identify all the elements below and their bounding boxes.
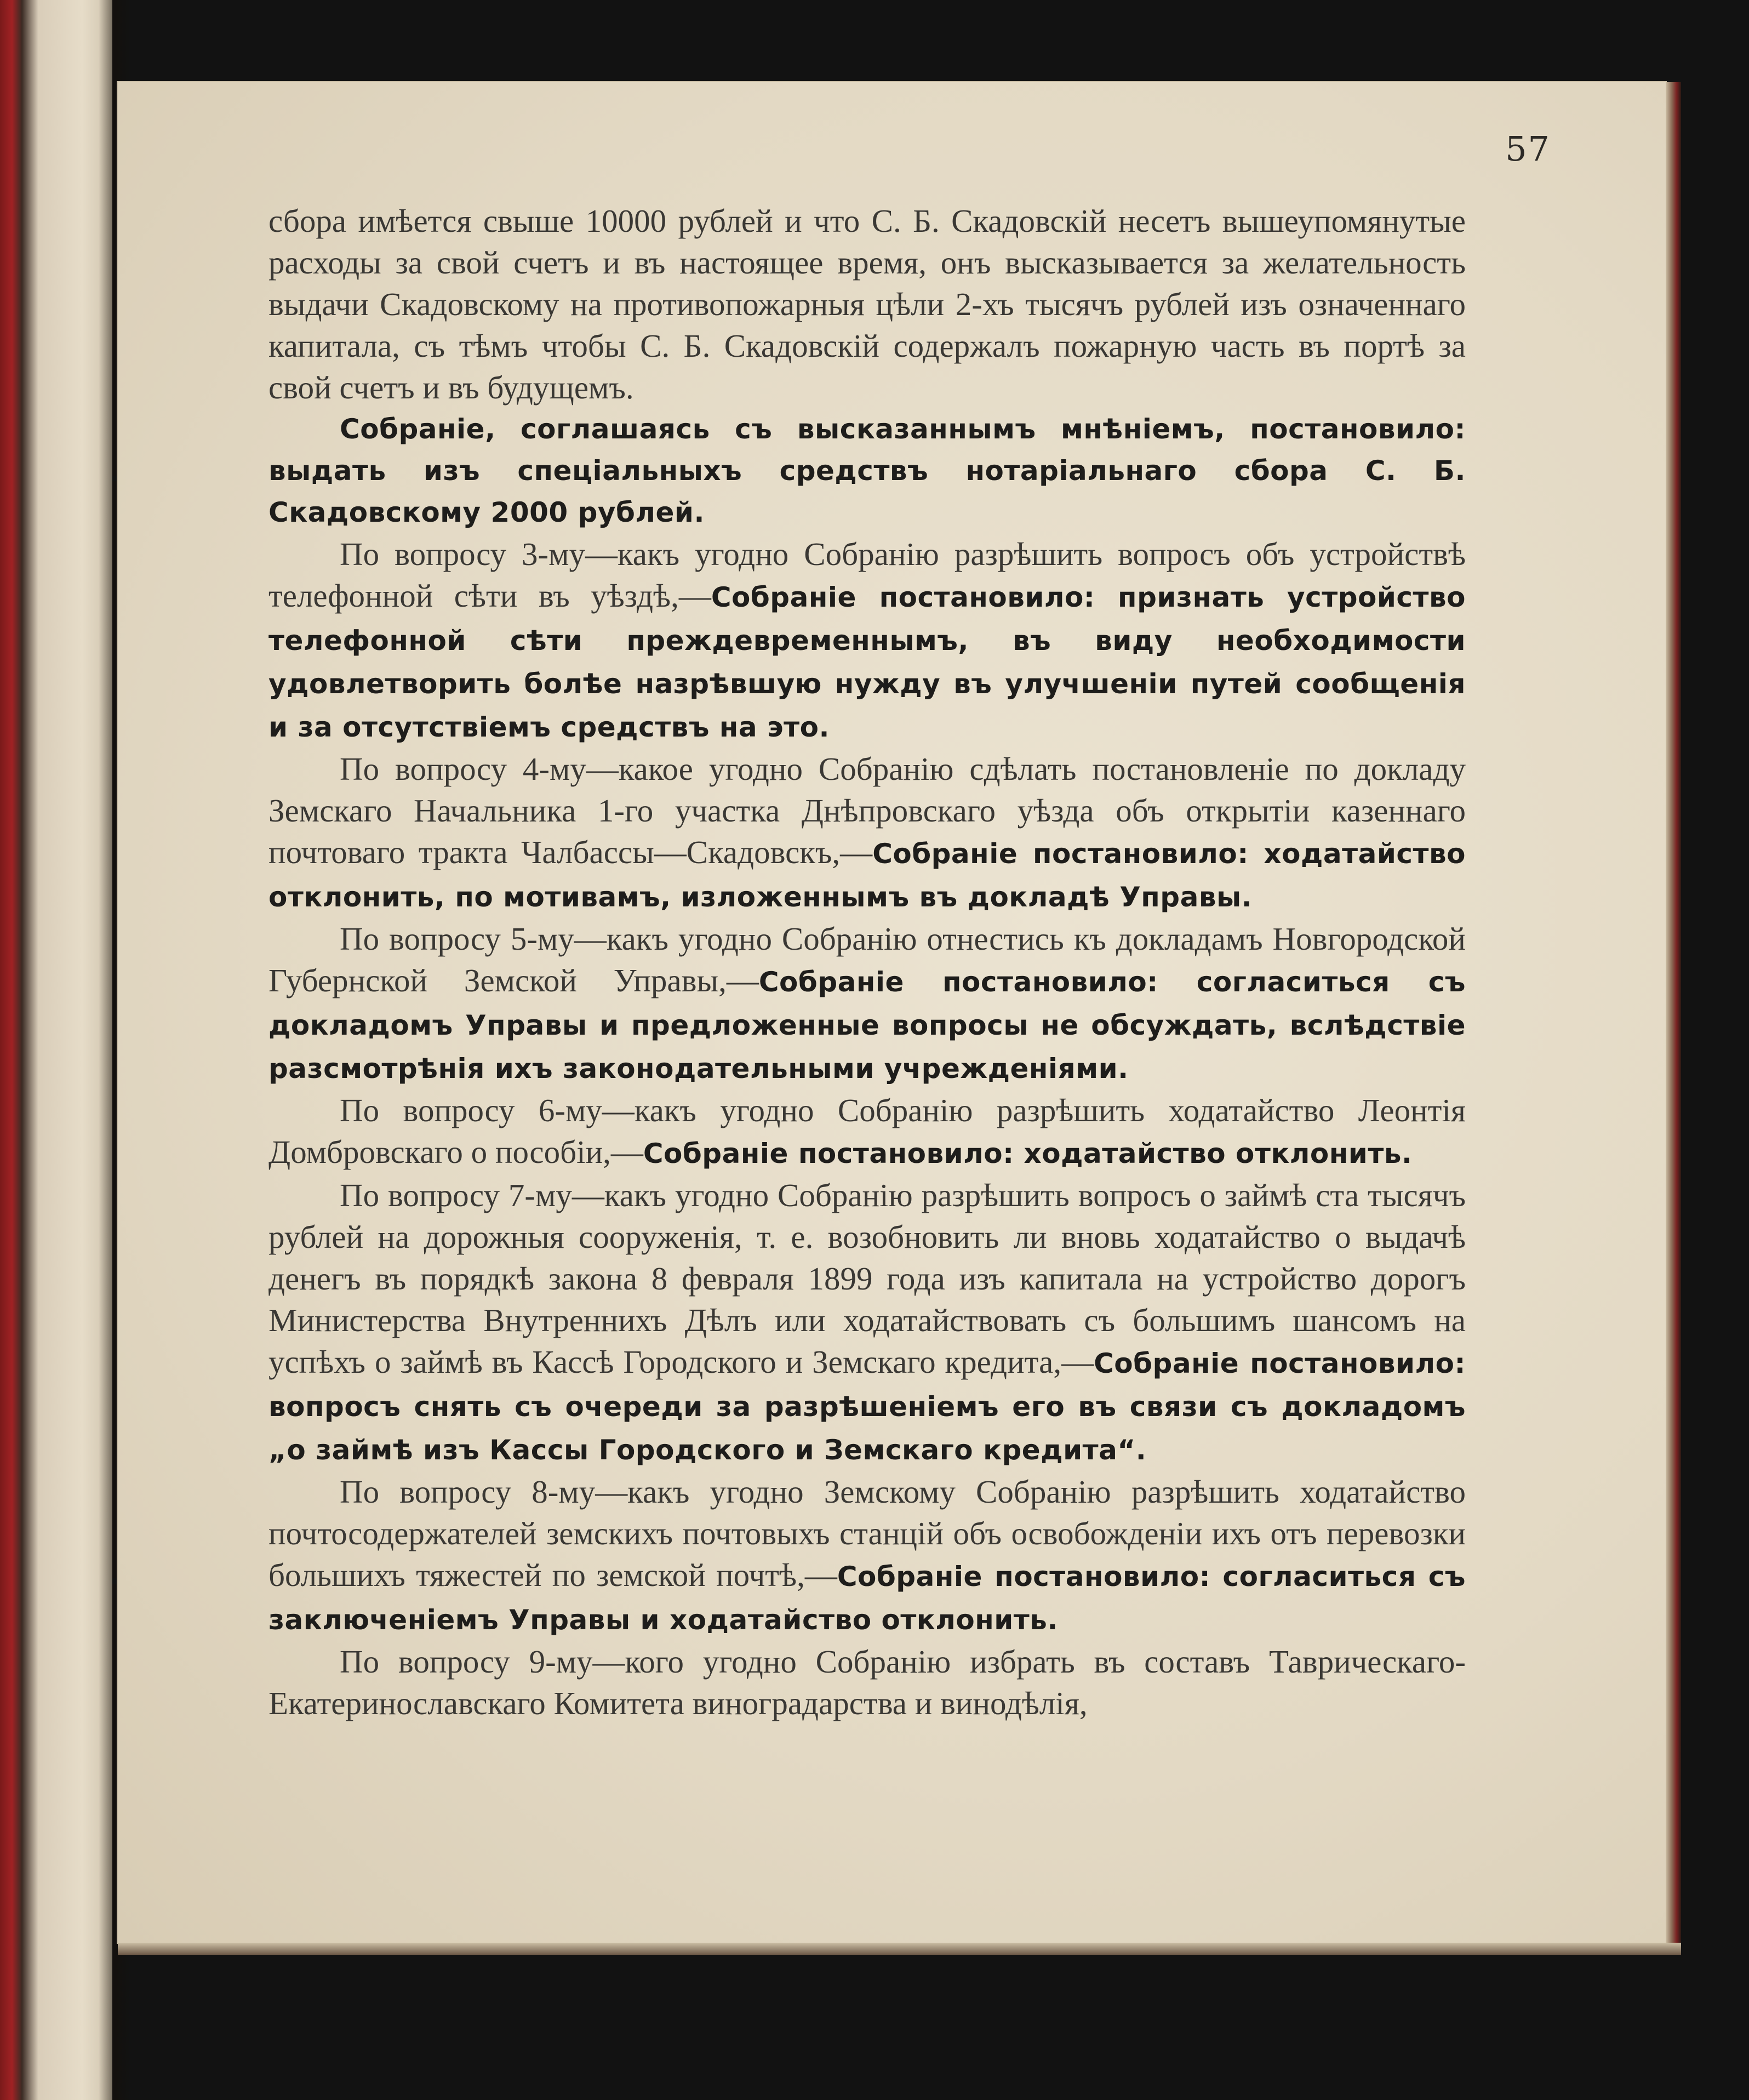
page-number: 57 bbox=[1505, 129, 1551, 169]
paragraph-question-6 bbox=[268, 1089, 1466, 1174]
paragraph-question-3 bbox=[268, 533, 1466, 748]
paragraph-question-7 bbox=[268, 1174, 1466, 1471]
paragraph-text: По вопросу 6-му—какъ угодно Собранію разрѣшить ходатайство Леонтія Домбровскаго о пособіи,— bbox=[268, 1092, 1466, 1170]
book-page bbox=[118, 82, 1666, 1943]
page-edge-bottom bbox=[118, 1943, 1681, 1955]
resolution-text: Собраніе постановило: согласиться съ заключеніемъ Управы и ходатайство отклонить. bbox=[268, 1561, 1466, 1636]
paragraph-text: сбора имѣется свыше 10000 рублей и что С. Б. Скадовскій несетъ вышеупомянутые расходы за свой счетъ и въ настоящее время, онъ высказывается за желательность выдачи Скадовскому на противопожарныя цѣли 2-хъ тысячъ рублей изъ означеннаго капитала, съ тѣмъ чтобы С. Б. Скадовскій содержалъ пожарную часть въ портѣ за свой счетъ и въ будущемъ. bbox=[268, 203, 1466, 406]
resolution-text: Собраніе постановило: ходатайство отклонить, по мотивамъ, изложеннымъ въ докладѣ Управы. bbox=[268, 838, 1466, 913]
resolution-text: Собраніе постановило: согласиться съ докладомъ Управы и предложенные вопросы не обсуждать, вслѣдствіе разсмотрѣнія ихъ законодательными учрежденіями. bbox=[268, 966, 1466, 1085]
resolution-text: Собраніе постановило: ходатайство отклонить. bbox=[643, 1138, 1413, 1169]
resolution-text: Собраніе постановило: признать устройство телефонной сѣти преждевременнымъ, въ виду необходимости удовлетворить болѣе назрѣвшую нужду въ улучшеніи путей сообщенія и за отсутствіемъ средствъ на это. bbox=[268, 581, 1466, 743]
paragraph-text: По вопросу 8-му—какъ угодно Земскому Собранію разрѣшить ходатайство почтосодержателей земскихъ почтовыхъ станцій объ освобожденіи ихъ отъ перевозки большихъ тяжестей по земской почтѣ,— bbox=[268, 1474, 1466, 1593]
paragraph-text: По вопросу 9-му—кого угодно Собранію избрать въ составъ Таврическаго-Екатеринославскаго Комитета виноградарства и винодѣлія, bbox=[268, 1644, 1466, 1721]
resolution-text: Собраніе постановило: вопросъ снять съ очереди за разрѣшеніемъ его въ связи съ докладомъ „о займѣ изъ Кассы Городского и Земскаго кредита“. bbox=[268, 1348, 1466, 1466]
left-page-edge bbox=[0, 0, 112, 2100]
paragraph-text: По вопросу 7-му—какъ угодно Собранію разрѣшить вопросъ о займѣ ста тысячъ рублей на дорожныя сооруженія, т. е. возобновить ли вновь ходатайство о выдачѣ денегъ въ порядкѣ закона 8 февраля 1899 года изъ капитала на устройство дорогъ Министерства Внутреннихъ Дѣлъ или ходатайствовать съ большимъ шансомъ на успѣхъ о займѣ въ Кассѣ Городского и Земскаго кредита,— bbox=[268, 1177, 1466, 1380]
paragraph-text: По вопросу 5-му—какъ угодно Собранію отнестись къ докладамъ Новгородской Губернской Земской Управы,— bbox=[268, 921, 1466, 998]
paragraph-text: По вопросу 4-му—какое угодно Собранію сдѣлать постановленіе по докладу Земскаго Начальника 1-го участка Днѣпровскаго уѣзда объ открытіи казеннаго почтоваго тракта Чалбассы—Скадовскъ,— bbox=[268, 751, 1466, 870]
paragraph-2-resolution bbox=[268, 408, 1466, 533]
paragraph-1 bbox=[268, 200, 1466, 408]
paragraph-question-9 bbox=[268, 1641, 1466, 1724]
paragraph-text: По вопросу 3-му—какъ угодно Собранію разрѣшить вопросъ объ устройствѣ телефонной сѣти въ уѣздѣ,— bbox=[268, 536, 1466, 614]
paragraph-question-4 bbox=[268, 748, 1466, 918]
page-edge-right bbox=[1666, 82, 1681, 1943]
resolution-text: Собраніе, соглашаясь съ высказаннымъ мнѣніемъ, постановило: выдать изъ спеціальныхъ средствъ нотаріальнаго сбора С. Б. Скадовскому 2000 рублей. bbox=[268, 413, 1466, 528]
paragraph-question-8 bbox=[268, 1471, 1466, 1641]
paragraph-question-5 bbox=[268, 918, 1466, 1089]
page-body-text bbox=[268, 200, 1466, 1724]
